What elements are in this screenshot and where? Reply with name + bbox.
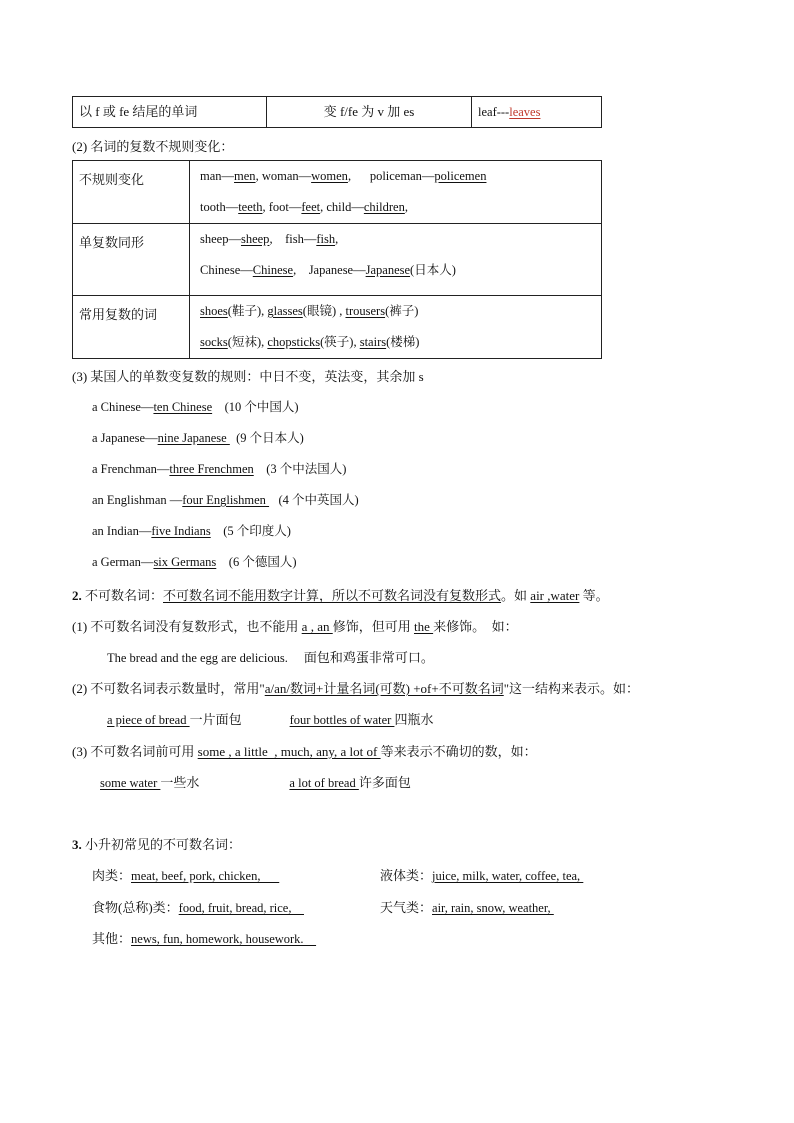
nationality-item: a German—six Germans (6 个德国人)	[92, 555, 297, 569]
f-fe-rule-table	[72, 96, 602, 128]
common-uncountable-heading: 3. 小升初常见的不可数名词：	[72, 837, 242, 852]
nationality-item: a Frenchman—three Frenchmen (3 个中法国人)	[92, 462, 347, 476]
nationality-item: an Indian—five Indians (5 个印度人)	[92, 524, 291, 538]
uncountable-rule-1: (1) 不可数名词没有复数形式，也不能用 a , an 修饰，但可用 the 来修饰。 如：	[72, 619, 518, 634]
irregular-label: 不规则变化	[73, 161, 190, 224]
plural-only-label: 常用复数的词	[73, 296, 190, 359]
irregular-line-2: tooth—teeth, foot—feet, child—children,	[200, 200, 408, 214]
rule-change: 变 f/fe 为 v 加 es	[267, 97, 472, 128]
irregular-plural-table	[72, 160, 602, 359]
irregular-line-1: man—men, woman—women, policeman—policemen	[200, 169, 487, 183]
nationality-item: a Chinese—ten Chinese (10 个中国人)	[92, 400, 299, 414]
same-form-examples	[190, 224, 602, 296]
nationality-item: a Japanese—nine Japanese (9 个日本人)	[92, 431, 304, 445]
same-form-line-1: sheep—sheep, fish—fish,	[200, 232, 339, 246]
irregular-examples	[190, 161, 602, 224]
nationality-list	[92, 397, 359, 583]
same-form-line-2: Chinese—Chinese, Japanese—Japanese(日本人)	[200, 263, 456, 277]
nationality-item: an Englishman —four Englishmen (4 个中英国人)	[92, 493, 359, 507]
section-3-heading: (3) 某国人的单数变复数的规则：中日不变，英法变，其余加 s	[72, 369, 424, 384]
category-meat: 肉类：meat, beef, pork, chicken,	[92, 868, 280, 883]
plural-only-line-1: shoes(鞋子), glasses(眼镜) , trousers(裤子)	[200, 304, 419, 318]
category-other: 其他：news, fun, homework, housework.	[92, 931, 317, 946]
rule-word-type: 以 f 或 fe 结尾的单词	[73, 97, 267, 128]
uncountable-rule-2-example: a piece of bread 一片面包 four bottles of water 四瓶水	[107, 712, 434, 727]
uncountable-rule-3-example: some water 一些水 a lot of bread 许多面包	[100, 775, 411, 790]
uncountable-definition: 2. 不可数名词：不可数名词不能用数字计算，所以不可数名词没有复数形式。如 air ,water 等。	[72, 588, 609, 603]
category-liquid: 液体类：juice, milk, water, coffee, tea,	[380, 868, 584, 883]
section-2-heading: (2) 名词的复数不规则变化：	[72, 139, 234, 154]
plural-only-examples	[190, 296, 602, 359]
same-form-label: 单复数同形	[73, 224, 190, 296]
uncountable-rule-1-example: The bread and the egg are delicious. 面包和鸡蛋非常可口。	[107, 650, 434, 665]
plural-only-line-2: socks(短袜), chopsticks(筷子), stairs(楼梯)	[200, 335, 420, 349]
category-weather: 天气类：air, rain, snow, weather,	[380, 900, 554, 915]
category-food: 食物(总称)类：food, fruit, bread, rice,	[92, 900, 304, 915]
uncountable-rule-3: (3) 不可数名词前可用 some , a little , much, any, a lot of 等来表示不确切的数，如：	[72, 744, 537, 759]
uncountable-rule-2: (2) 不可数名词表示数量时，常用"a/an/数词+计量名词(可数) +of+不可数名词"这一结构来表示。如：	[72, 681, 640, 696]
rule-example: leaf---leaves	[472, 97, 602, 128]
